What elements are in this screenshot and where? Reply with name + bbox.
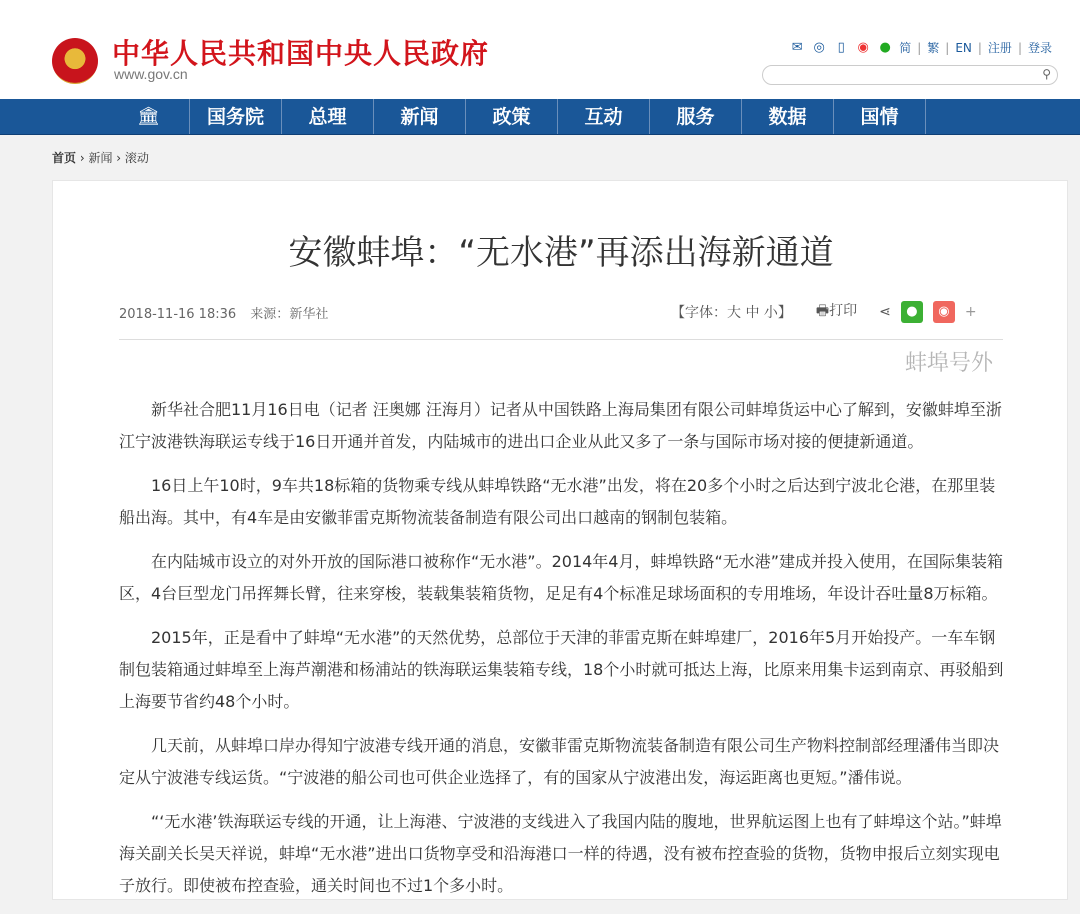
main-nav: [0, 99, 1080, 135]
register-link[interactable]: 注册: [987, 41, 1012, 55]
header-tools: ✉ ◎ ▯ ◉ ● 简 | 繁 | EN | 注册 | 登录: [789, 39, 1052, 56]
nav-news[interactable]: 新闻: [374, 99, 466, 134]
font-size-label: 【字体：: [671, 305, 727, 321]
source-label: 来源：: [250, 307, 290, 322]
paragraph: 在内陆城市设立的对外开放的国际港口被称作“无水港”。2014年4月，蚌埠铁路“无水港”建成并投入使用，在国际集装箱区，4台巨型龙门吊挥舞长臂，往来穿梭，装载集装箱货物，足足有4个标准足球场面积的专用堆场，年设计吞吐量8万标箱。: [119, 552, 1004, 603]
nav-guowuyuan[interactable]: 国务院: [190, 99, 282, 134]
weibo-share-icon[interactable]: ◉: [933, 301, 955, 323]
breadcrumb-scroll[interactable]: 滚动: [124, 151, 149, 165]
national-emblem-logo[interactable]: [52, 38, 98, 84]
more-share-icon[interactable]: +: [964, 304, 977, 320]
article-source: 新华社: [289, 307, 329, 322]
breadcrumb-news[interactable]: 新闻: [88, 151, 113, 165]
article-datetime: 2018-11-16 18:36: [119, 307, 237, 322]
paragraph: 新华社合肥11月16日电（记者 汪奥娜 汪海月）记者从中国铁路上海局集团有限公司蚌埠货运中心了解到，安徽蚌埠至浙江宁波港铁海联运专线于16日开通并首发，内陆城市的进出口企业从此又多了一条与国际市场对接的便捷新通道。: [119, 400, 1002, 451]
paragraph: “‘无水港’铁海联运专线的开通，让上海港、宁波港的支线进入了我国内陆的腹地，世界航运图上也有了蚌埠这个站。”蚌埠海关副关长吴天祥说，蚌埠“无水港”进出口货物享受和沿海港口一样的待遇，没有被布控查验的货物，货物申报后立刻实现电子放行。即使被布控查验，通关时间也不过1个多小时。: [119, 812, 1002, 895]
login-link[interactable]: 登录: [1027, 41, 1052, 55]
tiananmen-home-icon[interactable]: 🏛: [108, 99, 190, 134]
paragraph: 2015年，正是看中了蚌埠“无水港”的天然优势，总部位于天津的菲雷克斯在蚌埠建厂，2016年5月开始投产。一车车钢制包装箱通过蚌埠至上海芦潮港和杨浦站的铁海联运集装箱专线，18个小时就可抵达上海，比原来用集卡运到南京、再驳船到上海要节省约48个小时。: [119, 628, 1004, 711]
article-body: [119, 394, 1009, 914]
breadcrumb-home[interactable]: 首页: [52, 151, 77, 165]
search-icon[interactable]: ⚲: [1042, 67, 1051, 81]
divider: [119, 339, 1003, 340]
site-title[interactable]: 中华人民共和国中央人民政府: [112, 37, 490, 70]
wechat-share-icon[interactable]: ●: [901, 301, 923, 323]
font-large-button[interactable]: 大: [727, 305, 741, 321]
site-url: www.gov.cn: [114, 66, 188, 82]
search-input[interactable]: [762, 65, 1058, 85]
nav-data[interactable]: 数据: [742, 99, 834, 134]
lang-simplified[interactable]: 简: [899, 41, 912, 55]
wechat-icon[interactable]: ●: [879, 39, 891, 55]
paragraph: 几天前，从蚌埠口岸办得知宁波港专线开通的消息，安徽菲雷克斯物流装备制造有限公司生产物料控制部经理潘伟当即决定从宁波港专线运货。“宁波港的船公司也可供企业选择了，有的国家从宁波港出发，海运距离也更短。”潘伟说。: [119, 736, 1000, 787]
watermark: 蚌埠号外: [905, 351, 994, 376]
paragraph: 16日上午10时，9车共18标箱的货物乘专线从蚌埠铁路“无水港”出发，将在20多个小时之后达到宁波北仑港，在那里装船出海。其中，有4车是由安徽菲雷克斯物流装备制造有限公司出口越南的钢制包装箱。: [119, 476, 996, 527]
weibo-icon[interactable]: ◉: [857, 39, 869, 55]
print-button[interactable]: [816, 300, 857, 324]
nav-policy[interactable]: 政策: [466, 99, 558, 134]
nav-interaction[interactable]: 互动: [558, 99, 650, 134]
mail-icon[interactable]: ✉: [791, 39, 803, 55]
printer-icon: 🖶: [815, 303, 830, 319]
article-tools: [671, 300, 977, 324]
font-small-button[interactable]: 小】: [763, 305, 792, 321]
mobile-icon[interactable]: ▯: [837, 39, 845, 55]
article-title: 安徽蚌埠：“无水港”再添出海新通道: [288, 233, 834, 273]
article-meta: [119, 303, 338, 322]
print-label: 打印: [829, 303, 858, 319]
breadcrumb: 首页 › 新闻 › 滚动: [52, 151, 149, 165]
lang-english[interactable]: EN: [955, 40, 972, 55]
nav-zongli[interactable]: 总理: [282, 99, 374, 134]
lang-traditional[interactable]: 繁: [927, 41, 940, 55]
site-header: [0, 0, 1080, 99]
message-icon[interactable]: ◎: [813, 39, 825, 55]
share-icon[interactable]: ⋖: [879, 304, 891, 320]
nav-services[interactable]: 服务: [650, 99, 742, 134]
nav-national-info[interactable]: 国情: [834, 99, 926, 134]
article-panel: [52, 180, 1068, 900]
font-medium-button[interactable]: 中: [745, 305, 760, 321]
